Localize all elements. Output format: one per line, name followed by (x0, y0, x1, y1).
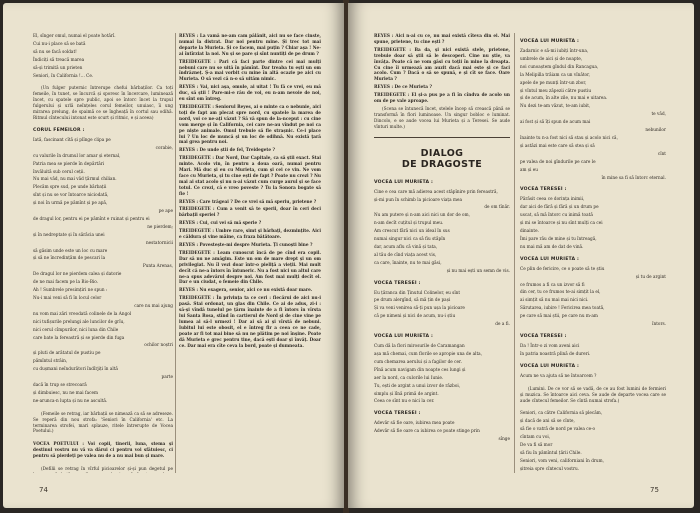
speaker-heading: VOCEA TERESEI : (520, 187, 567, 193)
text-line: TREIDEGETE : Ba da, și nici există stele, prietene, trebuie doar să știi să le descoperi. Cine nu știe, va învăța. Poate că ne vom găsi cu toții în mine la dreapta. Cu cine îi urmează am auzit dacă mai este și ce faci acolo. Cum ? Dacă o să se spună, e și cît se face. Oare Murieta ? (374, 46, 510, 82)
text-line: De dragul lor ne pierdem calea și datorie (33, 271, 122, 277)
text-line: Plecăm spre sud, pe unde bărbații (33, 184, 107, 190)
section-title-line-1: DIALOG (420, 147, 464, 159)
text-line: Da ! Într-o zi vom aveni aici (520, 343, 580, 348)
text-line: Zadarnic e să-mi iubiți într-una, (520, 48, 589, 53)
text-line: de ne mai facem pe la Bio-Bio. (33, 279, 99, 285)
text-line: Iată, fascinant cîtă și plînge clipa pe (33, 136, 111, 142)
text-line: pămîntul străin, (33, 358, 68, 364)
text-line: Cine e cea care mă adierea acest stăpînire prin fereastră, (374, 188, 498, 194)
text-line: uscat, să mă întorc cu inimă toată (520, 212, 593, 218)
text-line: cum chemarea aerului și a fagilor de cer. (374, 358, 462, 364)
text-line: și în nedreptate și în sărăcia unei (33, 231, 105, 237)
speaker-heading: VOCEA LUI MURIETA : (520, 363, 580, 369)
text-line: Cum dă la flori mirosurile de Caramangan (374, 343, 465, 349)
text-line: ai simțit să nu mai mai nici nici. (520, 297, 589, 303)
left-page (3, 3, 344, 508)
text-line: și să ne încredințăm de pescari la (33, 255, 106, 261)
text-line: aer la nord, ca culorile lui Iunie. (374, 374, 444, 380)
text-line: Punta Arenas, (142, 263, 173, 269)
right-page-column-1 (374, 33, 510, 473)
text-line: în patria noastră plină de dureri. (520, 350, 591, 356)
left-page-column-1 (33, 33, 173, 473)
text-line: REYES : Care trăgeai ? De ce vrei să mă speriu, prietene ? (179, 198, 317, 204)
text-line: pe drum alergînd, să mă țin de pași (374, 297, 451, 303)
text-line: REYES : Vai, nici așa, omule, ai uitat ! Tu fă ce vrei, eu mă duc, să știi ! Pare-mi-e rău de voi, eu n-am nevoie de noi, eu sînt om întreg. (179, 84, 321, 102)
speaker-heading: CORUL FEMEILOR : (33, 127, 85, 133)
text-line: nebunilor (645, 127, 666, 133)
text-line: și pluti de arătatul de pustiu pe (33, 350, 101, 356)
text-line: nici tufișurile prelungi ale luncilor de grîu, (33, 318, 125, 324)
text-line: pe care să mai știi, pe care nu m-am (520, 313, 598, 319)
text-line: care nu mai ajung (134, 302, 173, 308)
text-line: să fie o vatră de nord pe valea ce-o (520, 426, 596, 432)
text-line: umbrele de aici și de noapte, (520, 55, 583, 61)
text-line: TREIDEGETE : Pari că faci parte dintre cei mai mulți nebuni care nu se uită în pămînt. Dar treaba tu ești un om îndrăzneț. Ș-a mai vorbit cu mine în altă ocazie pe aici cu Murieta. O să vezi că n-o să uităm nimic. (179, 58, 321, 82)
text-line: Seniori, în California !... Ce. (33, 72, 94, 78)
text-line: Îmi pare rău de mine și tu întreagă, (520, 235, 597, 241)
text-line: nu vom mai zări vreodată colinele de la Angol (33, 310, 132, 316)
text-line: Adevăr să fie oare ca iubirea ce poate stinge prin (374, 428, 480, 434)
text-line: cu dușmani neîndurători îndîrjiți în altă (33, 366, 118, 372)
text-line: Acum ne va ajuta să ne întoarcem ? (520, 372, 597, 378)
text-line: dacă în trup se strecoară (33, 381, 87, 387)
text-line: nu mai mă am de dat de vină. (520, 243, 584, 249)
speaker-heading: VOCEA LUI MURIETA : (520, 39, 580, 44)
text-line: și mi se întoarce și nu sînt mulți ca cei (520, 220, 603, 226)
text-line: Nu am putere și n-am aici nici un dor de om, (374, 212, 470, 218)
text-line: REYES : Povestește-mi despre Murieta. Ți cunoști bine ? (179, 242, 313, 247)
text-line: că pe nimeni și nici de acum, nu-i știu (374, 313, 456, 319)
text-line: De va fi să mor (520, 442, 553, 448)
speaker-heading: VOCEA LUI MURIETA : (520, 256, 580, 262)
right-col1-top-text (374, 33, 510, 130)
text-line: ne-arunca-n lupta și nu ne ascultă. (33, 397, 108, 403)
right-page-column-2 (520, 33, 666, 473)
text-line: am și eu (520, 166, 538, 172)
text-line: REYES : Aici n-ai cu ce, nu mai există cîteva din ei. Mai spune, prietene, tu cine ești ? (374, 33, 510, 44)
text-line: învăluită sub cerul ceții. (33, 168, 85, 174)
speaker-heading: VOCEA TERESEI : (520, 334, 567, 339)
text-line: și astăzi mai este care să stea și să (520, 142, 595, 148)
text-line: Eu țăranca din Ținutul Colinelor, eu sînt (374, 289, 461, 295)
left-page-column-2 (179, 33, 321, 473)
text-line: și de acum, în alte zile, nu mai e uitarea. (520, 95, 608, 101)
text-line: n-am decît cuțitul și trupul meu. (374, 220, 444, 226)
text-line: TREIDEGETE : Leam cunoscut încă de pe cînd era copil. Dar să nu ne amăgim. Este un om de mare drept și un om privilegiat. Nu îl vezi doar într-o pieliță a vieții. Mai mult decît că ne-a întors în întuneric. Nu a fost nici un altul care ne-a spus adevărul despre noi. Am fost mai mulți decît el. Dar e un ciudat, o femeie din Chile. (179, 249, 321, 285)
text-line: ai fost și să îți spun de acum mai (520, 119, 591, 125)
text-line: Nu mai văd, nu mai văd țărmul chilian. (33, 176, 117, 182)
text-line: REYES : De unde știi de fel, Treidegete ? (179, 147, 275, 153)
text-line: Nu-i mai veni să fi în locul celor (33, 295, 102, 300)
text-line: Ce plin de fericire, ce o poate să te știu (520, 265, 605, 271)
column-divider (175, 33, 176, 473)
text-line: și vîntul meu zăpezii către pustiu (520, 87, 592, 93)
text-line: așa mă chemai, cum florile se apropie una de alta, (374, 351, 483, 356)
text-line: Pînă acum navigam din noapte ces lungi și (374, 366, 466, 372)
text-line: apele de pe munți într-un zbor, (520, 79, 587, 85)
text-line: TREIDEGETE : El și-a pus pe a fi în cîndva de acolo un om de pe vale aproape. (374, 92, 510, 104)
text-line: și tu de argint (635, 273, 666, 279)
text-line: El, sînger omul, numai el poate hotărî. (33, 33, 116, 38)
text-line: REYES : De ce Murieta ? (374, 84, 432, 90)
text-line: numai singur nici ca să fiu stăpîn (374, 236, 446, 242)
text-line: și nu mai ești un semn de vis. (446, 267, 510, 273)
section-title (374, 148, 510, 170)
text-line: (Defilii se retrag în vîrful picioarelor și-și pun degetul pe (41, 466, 173, 472)
text-line: Îndiciți să treacă marea (33, 56, 85, 62)
text-line: Am crescut fără nici un ideal în sus (374, 228, 450, 234)
text-line: ne pierdem; (147, 223, 173, 229)
text-line: pe valea de noi gîndurile pe care le (520, 158, 596, 164)
right-page (348, 3, 694, 508)
text-line: (Femeile se retrag, iar bărbații se nimează ca să se adreseze. Se reperă din nou strofa: 'Seniori în California' etc. La terminarea strofei, mari splauze, ritele întrerupte de Vocea Poetului.) (33, 410, 173, 434)
text-line: noi cunoaștem gîndul din Rancagua, (520, 63, 599, 69)
text-line: TREIDEGETE : Dar Nord, Dar Capitale, ca să știi exact. Stai minte. Acolo vin, în pentru a doua oară, numai pentru Mari. Mă duc și eu cu Murieta, cum și cei ce vin. Ne vom face cu Murieta, și tu cine ești de fapt ? Poate nu crezi ? Nu mai ai stat acolo și nu n-ai văzut cum curge aurul și se face totul. Ce crezi, că e vreo poveste ? Tu la Sonora bogate să fie ! (179, 155, 321, 196)
text-line: Adevăr să fie oare, iubirea mea poate (374, 420, 455, 426)
text-line: sînt și nu se vor întoarce niciodată, (33, 192, 109, 198)
text-line: dar, acum aflu că vină și tata, (374, 243, 438, 249)
text-line: și dimbuiesc, nu ne mai facem (33, 389, 98, 395)
text-line: TREIDEGETE : Umbre rare, simt și bărbați, dezmințite. Aici e căldura și vine mâine, ca fraza bătătoare. (179, 228, 321, 240)
divider-rule (374, 137, 510, 138)
text-line: Patria mea se pierde în depărtări (33, 160, 105, 166)
text-line: TREIDEGETE : În privința ta ce ceri : fiecărui de aici nu-i pasă. Stai ordonat, un glas din Chile. Ce ai de adus, zi-i : să-și vîndă tunelul pe țărm înainte de a fi întors în vîrsta lui Santa Rosa, stînd în cartierul de Nord și de cine vine pe lumea ai să-l urmezi ! Dar ai să ai și vîrstă de nebuni. Iubitul lui este obosit, el e întreg fir a ceea ce ne cade, poate ar fi tot mai bine să nu ne plătim pe noi înșine. Poate dă Murieta e grec pentru tine, dacă ești doar și învăț. Doar ce. Dar mai era cîte ceva la bord, poate și dumneata. (179, 295, 321, 348)
text-line: Ceea ce sînt nu e nici la cer. (374, 398, 435, 404)
right-page-number: 75 (650, 486, 659, 494)
speaker-heading: VOCEA LUI MURIETA : (374, 179, 434, 185)
right-col1-bottom-text (374, 180, 510, 442)
text-line: nici cerul cîmpurilor, nici luna din Chile (33, 326, 119, 332)
text-line: în mine sa fi să întorc eternal. (601, 174, 666, 180)
text-line: Seniori, vom veni, californiani în drum, (520, 457, 604, 463)
speaker-heading: VOCEA TERESEI : (374, 280, 421, 286)
text-line: Sărutarea, iubire ! Fericirea mea toată, (520, 305, 605, 311)
text-line: înainte tu n-a fost nici să stau și acolo nici că, (520, 134, 618, 140)
left-page-number: 74 (39, 486, 48, 494)
text-line: șitreia spre cîntecul vostru. (520, 465, 580, 471)
text-line: la Melipilla trăiam ca un vînător, (520, 71, 591, 77)
text-line: VOCEA POETULUI : Voi copii, tinerii, luna, stema și destinul vostru nu vă va dărui ci pentru voi sfătuiesc, ci pentru să pierdeți pe valea nu de a nu mai bun și mare. (33, 441, 173, 459)
text-line: TREIDEGETE : Seniorul Reyes, ai o minte ca o nebunie, aici toți de fapt am plecat spre nord, cu spatele la marea de nord, voi ce ne-ați văzut ? Să vă spun de la-nceput : cu cine vom merge și în California, cei care ne-au vîndut pe noi ca pe niște animale. Omul trebuie să fie strașnic. Ce-i place lui ? Un loc de muncă și un loc de odihnă. Nu există țară mai grea pentru noi. (179, 103, 321, 145)
text-line: ochilor noștri (144, 342, 173, 348)
text-line: dar aici de fără și fără și un drum pe (520, 204, 599, 210)
text-line: TREIDEGETE : Cum a venit să te sperii, doar în ceri deci bărbații speriei ? (179, 206, 321, 218)
text-line: Seniori, ca către California să plecăm, (520, 410, 603, 416)
text-line: Ah ! Sumbrele presimțiri ne spun : (33, 287, 108, 293)
text-line: parte (161, 374, 173, 380)
text-line: dinainte. (520, 228, 539, 234)
text-line: ca care, înainte, nu te mai găsi, (374, 259, 442, 265)
text-line: al tău de cînd viața acest vis, (374, 251, 437, 257)
text-line: să-și trimită un prieten (33, 64, 83, 70)
speaker-heading: VOCEA LUI MURIETA : (374, 334, 434, 340)
text-line: din cer, tu ce frumos te-ai simțit la el, (520, 289, 601, 295)
text-line: (Un fulger puternic întrerupe chefui bărbaților. Ca toți femeile, în tunet, se încurcă și sporesc în încercare, luminează încet, cu spatele spre public, apoi se întorc încet la trupul fulgerului și urlă neînțeles corul femeilor, unuiasc, îi ung mirarea prelung, de spaimă ce se îngheață în cortul sau odihă. Ritmul cîntecului intonat este scurt și ritmic, e și aceea) (33, 85, 173, 120)
text-line: care bate la fereastră și se pierde din fuga (33, 334, 125, 340)
text-line: cu valurile în drumul lor amar și eternal, (33, 152, 121, 158)
text-line: întors. (652, 321, 666, 327)
text-line: REYES : La vamă ne-am cam pălănit, aici nu se face cinste, numai la distrat. Dar noi pentru mine. Și trec tot mai departe la Murieta. Și ce facem, mai puțin ? Chiar așa ! Ne-ai întîrziat la noi. Nu și se pare și sînt nuntiți de pe drum ? (179, 33, 321, 56)
text-line: cînt (657, 150, 666, 156)
text-line: Și va veni venirea să-ți pun ușa la picioare (374, 305, 465, 311)
text-line: Nu dezi te-am văzut, te-am iubit, (520, 103, 591, 109)
text-line: să găsim unde este un loc cu mare (33, 247, 108, 253)
text-line: cîntam cu voi, (520, 434, 551, 440)
column-divider (514, 33, 515, 473)
text-line: (Scena se întunecă încet, stelele încep să crească până se transformă în flori luminoase. Un singur bobloc e luminat. Dincolo, e se aude vocea lui Murieta și a Teresei. Se aude vînturi multe.) (374, 105, 510, 129)
text-line: REYES : Cui, cui vei să mă sperie ? (179, 220, 262, 226)
text-line: (Lumini. De ce vor să se vadă, de ce au fost lumini de fermieri și muzica. Se întoarce aici ceva. Se aude de departe vocea care se aude cîntecul femeilor. Se cîntă numai strofa.) (520, 385, 666, 403)
text-line: și dacă de ani să se cînte, (520, 418, 575, 424)
text-line: și-mi pun în schimb la picioare viața mea (374, 196, 463, 202)
text-line: de a fi. (495, 321, 510, 327)
text-line: simplu și lînă primă de argint. (374, 390, 439, 396)
section-title-line-2: DE DRAGOSTE (401, 158, 483, 170)
speaker-heading: VOCEA TERESEI : (374, 411, 421, 417)
text-line: sînge (498, 436, 510, 442)
text-line: ce frumos a fi ca un izvor să fi (520, 281, 585, 287)
text-line: și noi în urmă pe pămînt și pe apă, (33, 200, 108, 206)
text-line: de dragul lor, pentru ei pe pămînt e ruinat și pentru ei (33, 215, 150, 221)
text-line: corabie, (155, 144, 173, 150)
text-line: să nu se facă soldat! (33, 48, 77, 54)
text-line: REYES : Nu exagera, senior, aici ce nu există doar mare. (179, 287, 313, 293)
text-line: pe ape (158, 208, 173, 214)
text-line: de om tînăr. (484, 204, 510, 210)
text-line: te văd, (651, 111, 666, 117)
text-line: să fiu în pămîntul țării Chile. (520, 449, 582, 455)
text-line: nestatornicii (145, 239, 173, 245)
text-line: Tu, ești de argint a unui izvor de război, (374, 382, 461, 388)
text-line: Părăsit ceea ce dorința inimii, (520, 196, 585, 202)
text-line: Cui nu-i place să se bată (33, 40, 86, 46)
